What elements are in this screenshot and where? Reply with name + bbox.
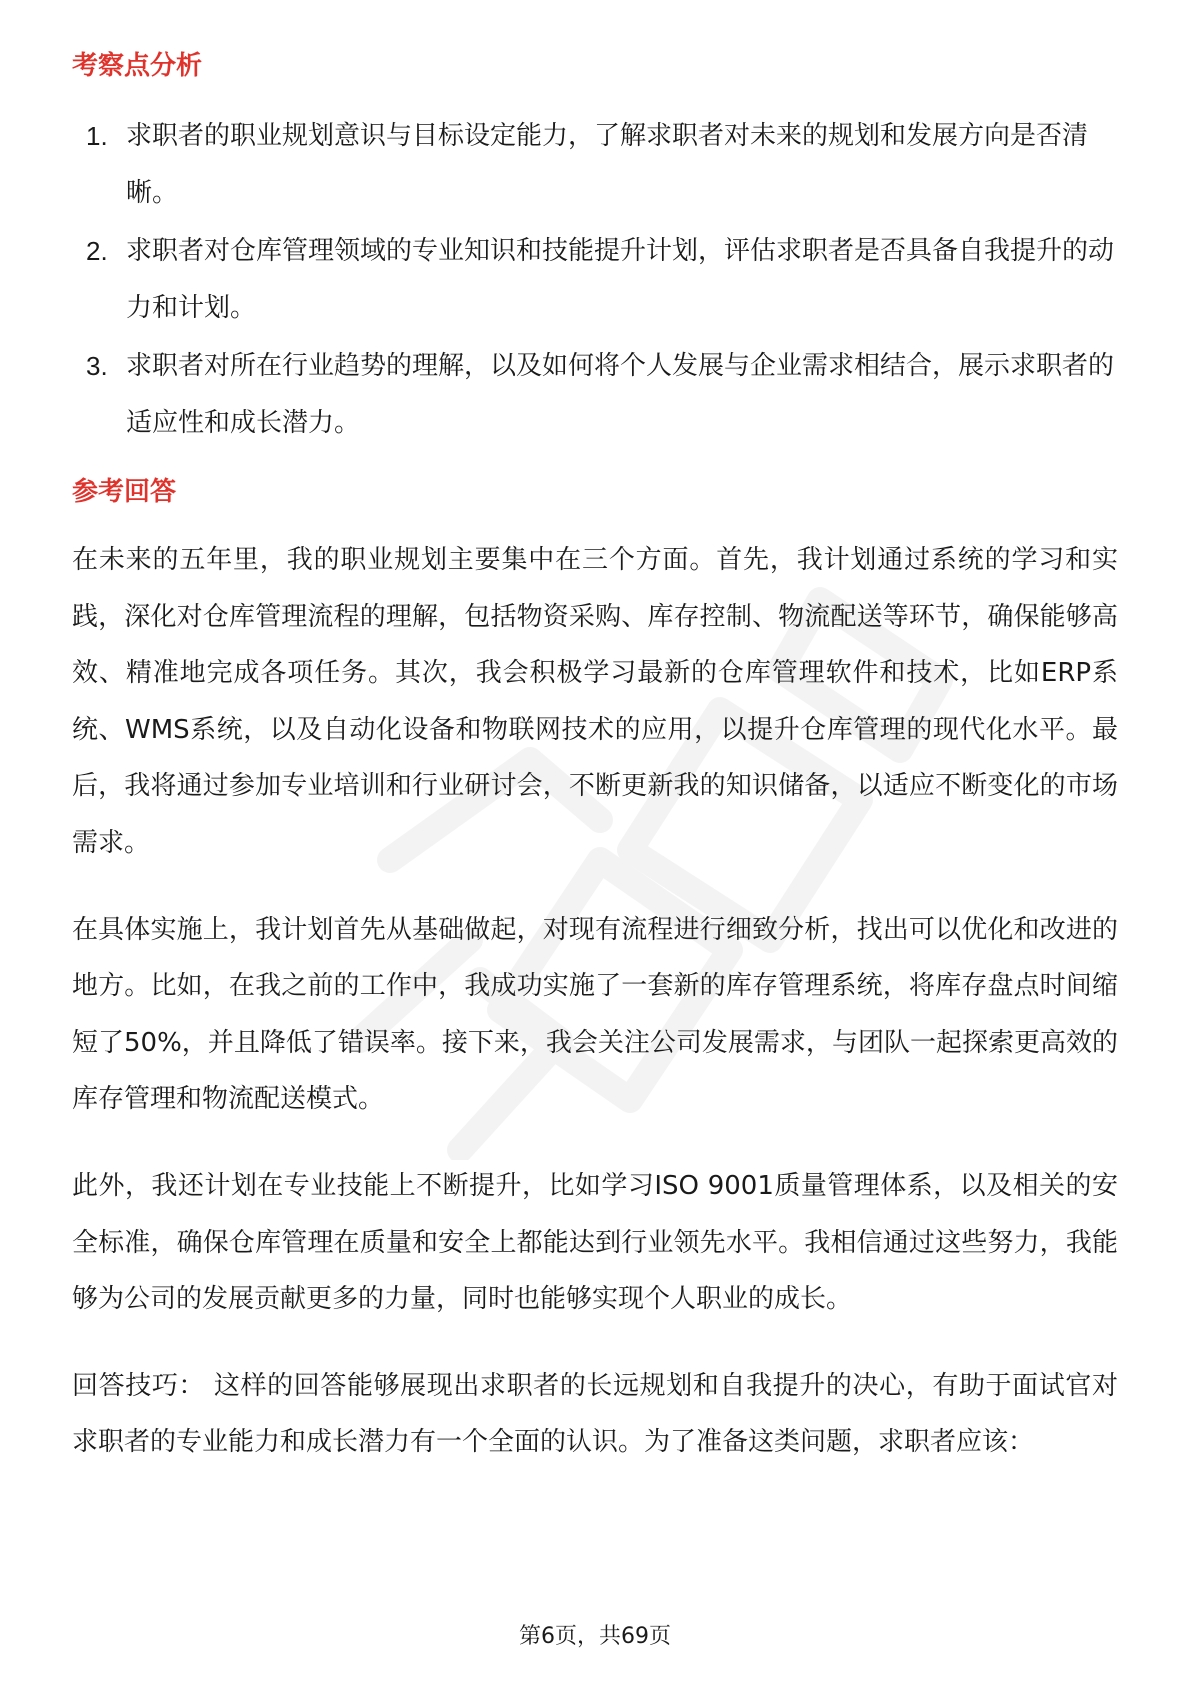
list-item-text: 求职者的职业规划意识与目标设定能力，了解求职者对未来的规划和发展方向是否清晰。: [126, 121, 1089, 208]
content-area: [72, 46, 1118, 1471]
analysis-list: [72, 108, 1118, 452]
answer-paragraph-3: 此外，我还计划在专业技能上不断提升，比如学习ISO 9001质量管理体系，以及相关的安全标准，确保仓库管理在质量和安全上都能达到行业领先水平。我相信通过这些努力，我能够为公司的发展贡献更多的力量，同时也能够实现个人职业的成长。: [72, 1170, 1118, 1315]
list-item-text: 求职者对所在行业趋势的理解，以及如何将个人发展与企业需求相结合，展示求职者的适应性和成长潜力。: [126, 351, 1115, 438]
answer-heading: 参考回答: [72, 477, 177, 507]
list-item: [72, 338, 1118, 452]
list-item-number: 1.: [86, 121, 108, 151]
list-item-number: 3.: [86, 351, 108, 381]
answer-paragraph-1: 在未来的五年里，我的职业规划主要集中在三个方面。首先，我计划通过系统的学习和实践，深化对仓库管理流程的理解，包括物资采购、库存控制、物流配送等环节，确保能够高效、精准地完成各项任务。其次，我会积极学习最新的仓库管理软件和技术，比如ERP系统、WMS系统，以及自动化设备和物联网技术的应用，以提升仓库管理的现代化水平。最后，我将通过参加专业培训和行业研讨会，不断更新我的知识储备，以适应不断变化的市场需求。: [72, 545, 1118, 858]
answer-paragraph-2: 在具体实施上，我计划首先从基础做起，对现有流程进行细致分析，找出可以优化和改进的地方。比如，在我之前的工作中，我成功实施了一套新的库存管理系统，将库存盘点时间缩短了50%，并且降低了错误率。接下来，我会关注公司发展需求，与团队一起探索更高效的库存管理和物流配送模式。: [72, 914, 1118, 1115]
list-item: [72, 223, 1118, 337]
list-item-number: 2.: [86, 236, 108, 266]
answer-tips-paragraph: 回答技巧： 这样的回答能够展现出求职者的长远规划和自我提升的决心，有助于面试官对求职者的专业能力和成长潜力有一个全面的认识。为了准备这类问题，求职者应该：: [72, 1370, 1118, 1458]
page-number-footer: 第6页，共69页: [519, 1624, 671, 1649]
list-item-text: 求职者对仓库管理领域的专业知识和技能提升计划，评估求职者是否具备自我提升的动力和计划。: [126, 236, 1115, 323]
analysis-heading: 考察点分析: [72, 51, 203, 81]
list-item: [72, 108, 1118, 222]
